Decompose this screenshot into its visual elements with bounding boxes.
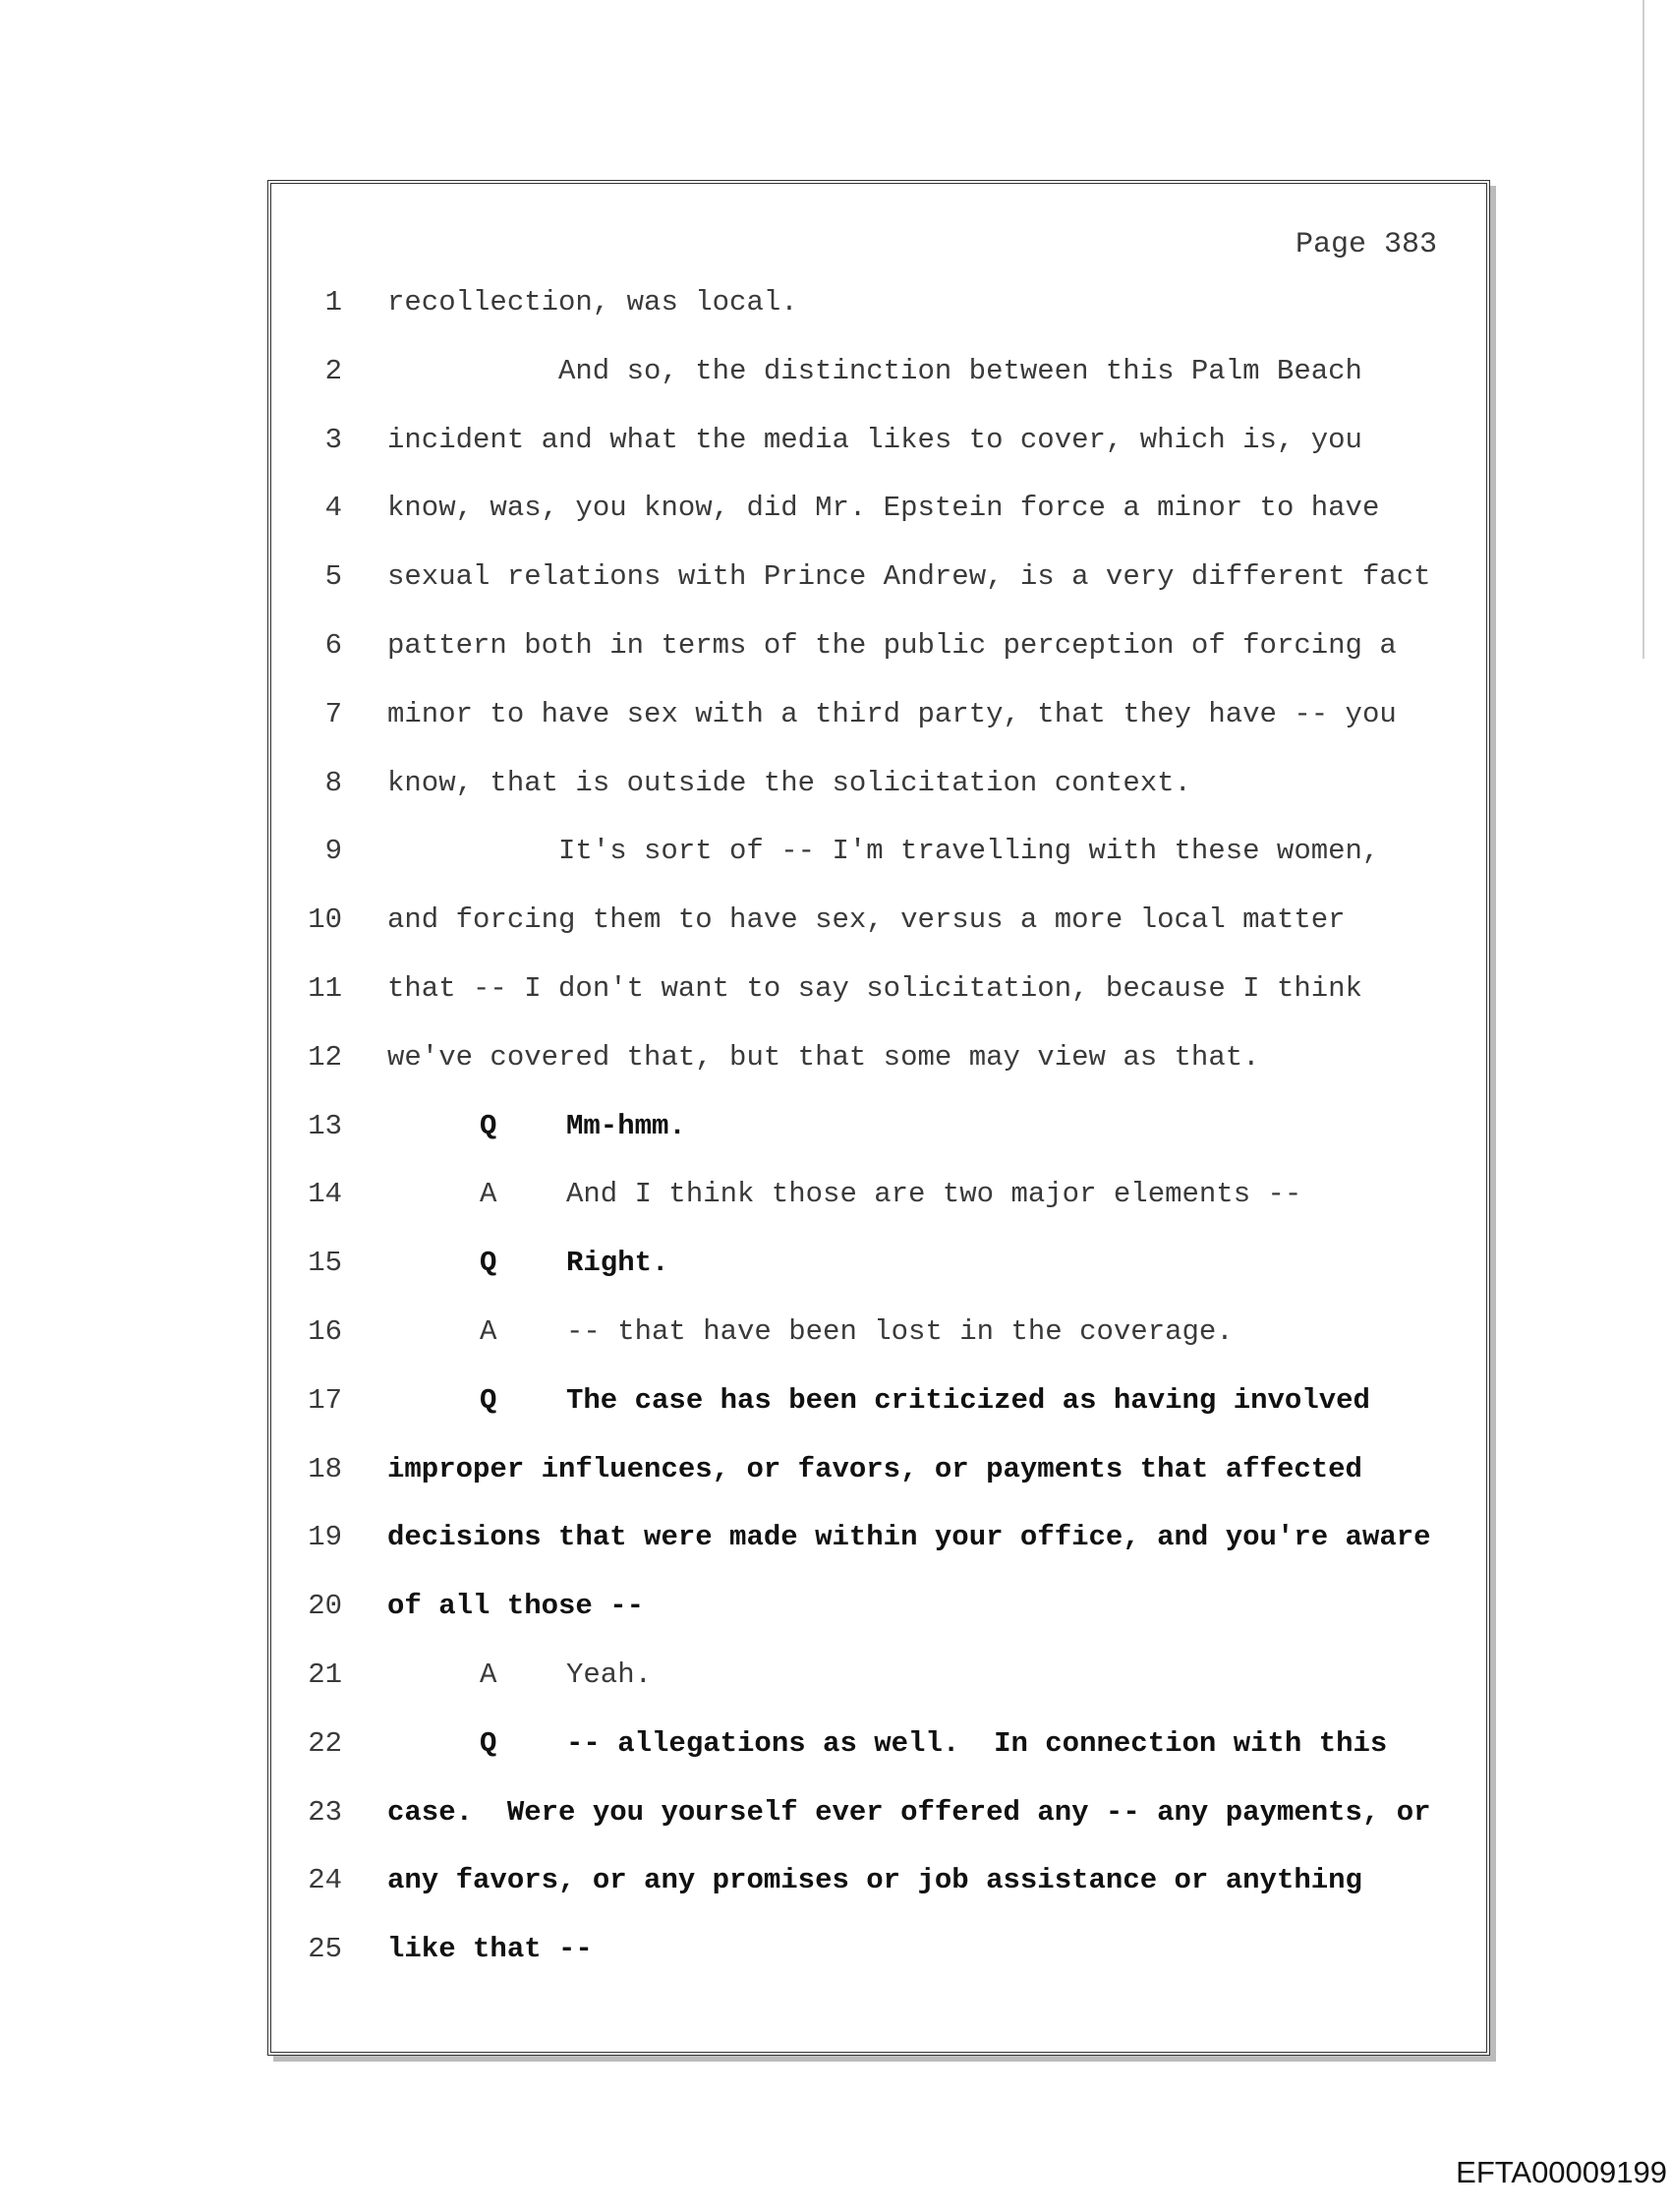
transcript-page-frame xyxy=(267,180,1490,2056)
line-text: that -- I don't want to say solicitation, because I think xyxy=(387,972,1362,1005)
line-text: It's sort of -- I'm travelling with these women, xyxy=(558,835,1380,868)
line-number: 8 xyxy=(324,766,342,799)
transcript-line xyxy=(271,1107,1480,1146)
transcript-line xyxy=(271,283,1480,322)
transcript-line xyxy=(271,626,1480,666)
line-number: 25 xyxy=(308,1933,342,1966)
transcript-line xyxy=(271,1861,1480,1900)
line-text: -- that have been lost in the coverage. xyxy=(566,1315,1234,1348)
transcript-line xyxy=(271,1930,1480,1969)
line-number: 12 xyxy=(308,1040,342,1074)
line-number: 1 xyxy=(324,286,342,319)
transcript-line xyxy=(271,1518,1480,1557)
line-number: 18 xyxy=(308,1452,342,1485)
line-text: we've covered that, but that some may view as that. xyxy=(387,1040,1260,1074)
line-number: 2 xyxy=(324,354,342,387)
line-text: incident and what the media likes to cover, which is, you xyxy=(387,423,1362,456)
line-text: sexual relations with Prince Andrew, is a very different fact xyxy=(387,560,1431,594)
line-text: improper influences, or favors, or payments that affected xyxy=(387,1452,1362,1485)
line-number: 24 xyxy=(308,1864,342,1897)
transcript-line xyxy=(271,1175,1480,1214)
line-number: 7 xyxy=(324,697,342,730)
line-number: 5 xyxy=(324,560,342,594)
line-number: 21 xyxy=(308,1659,342,1691)
line-text: Yeah. xyxy=(566,1659,653,1691)
speaker-label: Q xyxy=(480,1247,497,1280)
transcript-line xyxy=(271,1312,1480,1352)
line-text: know, was, you know, did Mr. Epstein force a minor to have xyxy=(387,492,1380,525)
speaker-label: A xyxy=(480,1178,497,1211)
line-number: 20 xyxy=(308,1590,342,1623)
transcript-line xyxy=(271,832,1480,871)
line-text: And I think those are two major elements -- xyxy=(566,1178,1302,1211)
speaker-label: Q xyxy=(480,1383,497,1417)
line-text: Mm-hmm. xyxy=(566,1109,686,1142)
line-text: minor to have sex with a third party, that they have -- you xyxy=(387,697,1397,730)
speaker-label: A xyxy=(480,1659,497,1691)
transcript-line xyxy=(271,1244,1480,1283)
transcript-line xyxy=(271,1587,1480,1626)
line-number: 15 xyxy=(308,1247,342,1280)
transcript-line xyxy=(271,1724,1480,1764)
transcript-line xyxy=(271,421,1480,460)
transcript-line xyxy=(271,1793,1480,1833)
scan-edge-line xyxy=(1642,0,1644,659)
speaker-label: Q xyxy=(480,1109,497,1142)
line-text: any favors, or any promises or job assistance or anything xyxy=(387,1864,1362,1897)
page-number: Page 383 xyxy=(1295,228,1437,262)
line-text: decisions that were made within your office, and you're aware xyxy=(387,1521,1431,1554)
line-number: 6 xyxy=(324,629,342,662)
line-text: and forcing them to have sex, versus a more local matter xyxy=(387,903,1346,937)
line-number: 9 xyxy=(324,835,342,868)
line-number: 17 xyxy=(308,1383,342,1417)
line-number: 11 xyxy=(308,972,342,1005)
transcript-line xyxy=(271,969,1480,1009)
transcript-line xyxy=(271,1381,1480,1421)
line-text: -- allegations as well. In connection with this xyxy=(566,1726,1388,1760)
line-number: 22 xyxy=(308,1726,342,1760)
document-id: EFTA00009199 xyxy=(1456,2155,1667,2189)
transcript-line xyxy=(271,764,1480,803)
line-text: recollection, was local. xyxy=(387,286,798,319)
transcript-line xyxy=(271,352,1480,391)
line-text: Right. xyxy=(566,1247,669,1280)
line-text: The case has been criticized as having involved xyxy=(566,1383,1370,1417)
transcript-line xyxy=(271,695,1480,734)
transcript-line xyxy=(271,1656,1480,1695)
line-text: case. Were you yourself ever offered any -- any payments, or xyxy=(387,1795,1431,1829)
line-text: And so, the distinction between this Palm Beach xyxy=(558,354,1362,387)
line-number: 14 xyxy=(308,1178,342,1211)
line-text: pattern both in terms of the public perception of forcing a xyxy=(387,629,1397,662)
line-number: 4 xyxy=(324,492,342,525)
line-number: 23 xyxy=(308,1795,342,1829)
transcript-line xyxy=(271,557,1480,597)
speaker-label: A xyxy=(480,1315,497,1348)
line-text: like that -- xyxy=(387,1933,593,1966)
speaker-label: Q xyxy=(480,1726,497,1760)
line-number: 19 xyxy=(308,1521,342,1554)
line-number: 10 xyxy=(308,903,342,937)
transcript-line xyxy=(271,1038,1480,1077)
transcript-line xyxy=(271,489,1480,528)
line-text: know, that is outside the solicitation context. xyxy=(387,766,1191,799)
line-number: 16 xyxy=(308,1315,342,1348)
transcript-line xyxy=(271,1450,1480,1489)
line-number: 3 xyxy=(324,423,342,456)
transcript-line xyxy=(271,901,1480,940)
line-text: of all those -- xyxy=(387,1590,645,1623)
line-number: 13 xyxy=(308,1109,342,1142)
